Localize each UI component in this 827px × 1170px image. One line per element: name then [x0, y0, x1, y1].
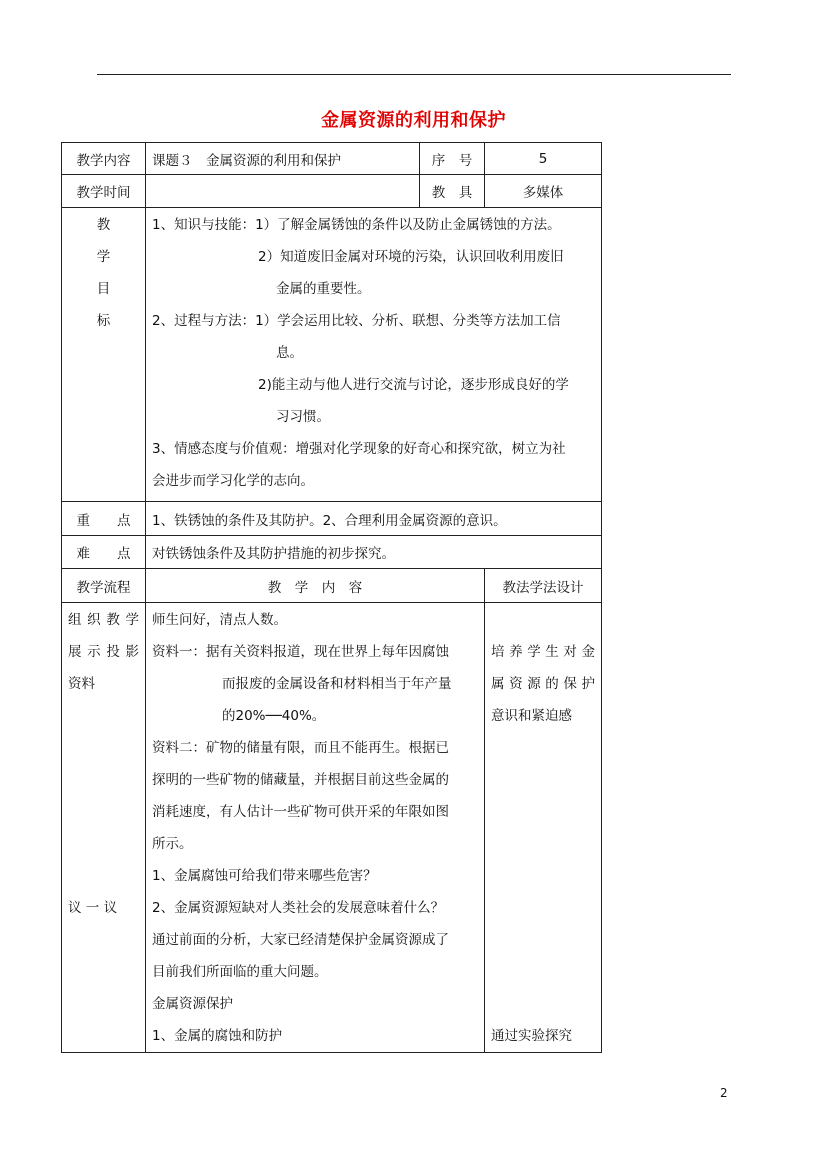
objectives-label-char: 标 — [96, 313, 111, 329]
content-line: 的20%──40%。 — [222, 708, 326, 724]
objective-line: 2)能主动与他人进行交流与讨论，逐步形成良好的学 — [258, 377, 569, 393]
flow-step — [68, 860, 139, 892]
method-line: 意识和紧迫感 — [491, 708, 572, 724]
content-line: 探明的一些矿物的储藏量，并根据目前这些金属的 — [152, 772, 449, 788]
difficulties-label: 难 点 — [62, 536, 146, 569]
lesson-topic: 课题３ 金属资源的利用和保护 — [146, 143, 420, 175]
flow-step: 展示投影 — [68, 644, 139, 660]
method-line — [491, 892, 595, 924]
objective-line: 习习惯。 — [276, 409, 330, 425]
objectives-label-char: 教 — [96, 217, 111, 233]
process-method-column — [485, 603, 602, 1053]
flow-step — [68, 764, 139, 796]
content-line: 资料二：矿物的储量有限，而且不能再生。根据已 — [152, 740, 449, 756]
page-title: 金属资源的利用和保护 — [321, 110, 506, 131]
content-line: 资料一：据有关资料报道，现在世界上每年因腐蚀 — [152, 644, 449, 660]
objective-line: 1、知识与技能：1）了解金属锈蚀的条件以及防止金属锈蚀的方法。 — [152, 217, 561, 233]
process-header-method: 教法学法设计 — [485, 569, 602, 603]
seq-label: 序 号 — [420, 143, 485, 175]
objective-line: 2、过程与方法：1）学会运用比较、分析、联想、分类等方法加工信 — [152, 313, 561, 329]
method-line: 培养学生对金 — [491, 644, 595, 660]
objective-line: 息。 — [276, 345, 303, 361]
content-line: 消耗速度，有人估计一些矿物可供开采的年限如图 — [152, 804, 449, 820]
content-line: 1、金属腐蚀可给我们带来哪些危害？ — [152, 868, 377, 884]
objectives-content — [146, 208, 602, 502]
flow-step — [68, 1020, 139, 1052]
process-header-flow: 教学流程 — [62, 569, 146, 603]
content-line: 通过前面的分析，大家已经清楚保护金属资源成了 — [152, 932, 449, 948]
content-line: 金属资源保护 — [152, 996, 233, 1012]
objective-line: 2）知道废旧金属对环境的污染，认识回收利用废旧 — [258, 249, 564, 265]
method-line — [491, 604, 595, 636]
method-line — [491, 732, 595, 764]
method-line — [491, 796, 595, 828]
objective-line: 会进步而学习化学的志向。 — [152, 473, 314, 489]
page-number: 2 — [720, 1086, 728, 1100]
method-line: 属资源的保护 — [491, 676, 595, 692]
content-label: 教学内容 — [62, 143, 146, 175]
header-rule — [97, 74, 731, 75]
objectives-label — [62, 208, 146, 502]
tools-value: 多媒体 — [485, 175, 602, 208]
time-label: 教学时间 — [62, 175, 146, 208]
method-line: 通过实验探究 — [491, 1028, 572, 1044]
objective-line: 金属的重要性。 — [276, 281, 371, 297]
difficulties-text: 对铁锈蚀条件及其防护措施的初步探究。 — [146, 536, 602, 569]
objective-line: 3、情感态度与价值观：增强对化学现象的好奇心和探究欲，树立为社 — [152, 441, 566, 457]
flow-step — [68, 956, 139, 988]
process-flow-column — [62, 603, 146, 1053]
method-line — [491, 828, 595, 860]
objectives-label-char: 目 — [96, 281, 111, 297]
content-line: 2、金属资源短缺对人类社会的发展意味着什么？ — [152, 900, 445, 916]
flow-step: 资料 — [68, 676, 95, 692]
method-line — [491, 924, 595, 956]
flow-step: 议 一 议 — [68, 900, 118, 916]
tools-label: 教 具 — [420, 175, 485, 208]
process-content-column — [146, 603, 485, 1053]
flow-step — [68, 732, 139, 764]
flow-step — [68, 924, 139, 956]
flow-step — [68, 988, 139, 1020]
flow-step — [68, 796, 139, 828]
method-line — [491, 860, 595, 892]
content-line: 1、金属的腐蚀和防护 — [152, 1028, 283, 1044]
content-line: 师生问好，清点人数。 — [152, 612, 287, 628]
lesson-plan-table — [61, 142, 602, 1053]
content-line: 目前我们所面临的重大问题。 — [152, 964, 328, 980]
flow-step — [68, 828, 139, 860]
method-line — [491, 764, 595, 796]
key-points-label: 重 点 — [62, 502, 146, 536]
content-line: 而报废的金属设备和材料相当于年产量 — [222, 676, 452, 692]
seq-value: 5 — [485, 143, 602, 175]
objectives-label-char: 学 — [96, 249, 111, 265]
content-line: 所示。 — [152, 836, 193, 852]
process-header-content: 教 学 内 容 — [146, 569, 485, 603]
flow-step: 组织教学 — [68, 612, 139, 628]
key-points-text: 1、铁锈蚀的条件及其防护。2、合理利用金属资源的意识。 — [146, 502, 602, 536]
method-line — [491, 988, 595, 1020]
method-line — [491, 956, 595, 988]
flow-step — [68, 700, 139, 732]
time-value — [146, 175, 420, 208]
